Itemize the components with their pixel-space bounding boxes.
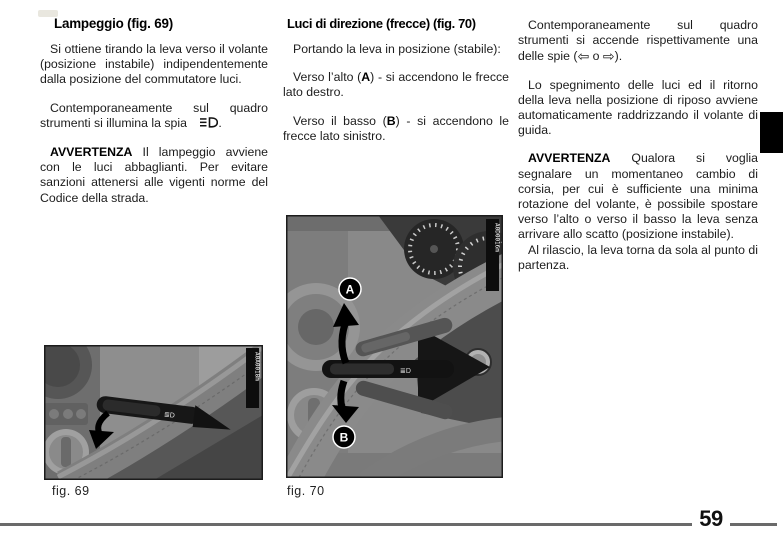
- paragraph: Portando la leva in posizione (stabile):: [293, 42, 501, 56]
- svg-text:≣D: ≣D: [400, 368, 411, 375]
- warning-label: AVVERTENZA: [50, 145, 133, 160]
- left-turn-indicator-icon: ⇦: [577, 48, 590, 65]
- section-tab: [760, 112, 783, 153]
- turn-signal-stalk-illustration: [286, 215, 503, 478]
- column-frecce: [283, 16, 509, 157]
- heading-lampeggio: Lampeggio (fig. 69): [54, 16, 173, 31]
- paragraph: Verso il basso (B) - si accendono le frecce lato sinistro.: [283, 113, 509, 143]
- heading-frecce: Luci di direzione (frecce) (fig. 70): [287, 16, 476, 31]
- footer-rule-left: [0, 523, 692, 526]
- steering-column-stalk-illustration: [44, 345, 263, 480]
- svg-text:≣D: ≣D: [163, 411, 176, 420]
- warning-paragraph: AVVERTENZA Il lampeggio avviene con le luci abbaglianti. Per evitare sanzioni attenersi alle vigenti norme del Codice della strada.: [40, 145, 268, 205]
- warning-label: AVVERTENZA: [528, 151, 611, 166]
- page-number: 59: [699, 506, 723, 531]
- figure-70-photo: [286, 215, 503, 478]
- label-B-ref: B: [386, 113, 396, 128]
- svg-text:A: A: [345, 282, 355, 297]
- label-A-ref: A: [361, 70, 371, 85]
- svg-text:B: B: [339, 430, 349, 445]
- column-lampeggio: [40, 16, 268, 219]
- paragraph: Al rilascio, la leva torna da sola al punto di partenza.: [518, 242, 758, 272]
- paragraph: Si ottiene tirando la leva verso il volante (posizione instabile) indipendentemente dalla posizione del commutatore luci.: [40, 42, 268, 87]
- figure-69-photo: [44, 345, 263, 480]
- paragraph: Lo spegnimento delle luci ed il ritorno della leva nella posizione di riposo avviene automaticamente raddrizzando il volante di guida.: [518, 77, 758, 138]
- high-beam-icon: [190, 117, 218, 132]
- photo-code: A0A0018m: [253, 352, 261, 381]
- paragraph: Verso l’alto (A) - si accendono le frecce lato destro.: [283, 70, 509, 100]
- right-turn-indicator-icon: ⇨: [602, 48, 615, 65]
- paragraph: Contemporaneamente sul quadro strumenti si accende rispettivamente una delle spie (⇦ o ⇨).: [518, 18, 758, 65]
- photo-code: A0D0016m: [493, 223, 501, 252]
- footer-rule-right: [730, 523, 777, 526]
- figure-70-caption: fig. 70: [287, 484, 325, 498]
- figure-69-caption: fig. 69: [52, 484, 90, 498]
- paragraph: Contemporaneamente sul quadro strumenti si illumina la spia .: [40, 101, 268, 132]
- warning-paragraph: AVVERTENZA Qualora si voglia segnalare un momentaneo cambio di corsia, per cui è sufficiente una minima rotazione del volante, è possibile spostare verso l’alto o verso il basso la leva senza arrivare allo scatto (posizione instabile).: [518, 151, 758, 242]
- column-right: [518, 18, 758, 286]
